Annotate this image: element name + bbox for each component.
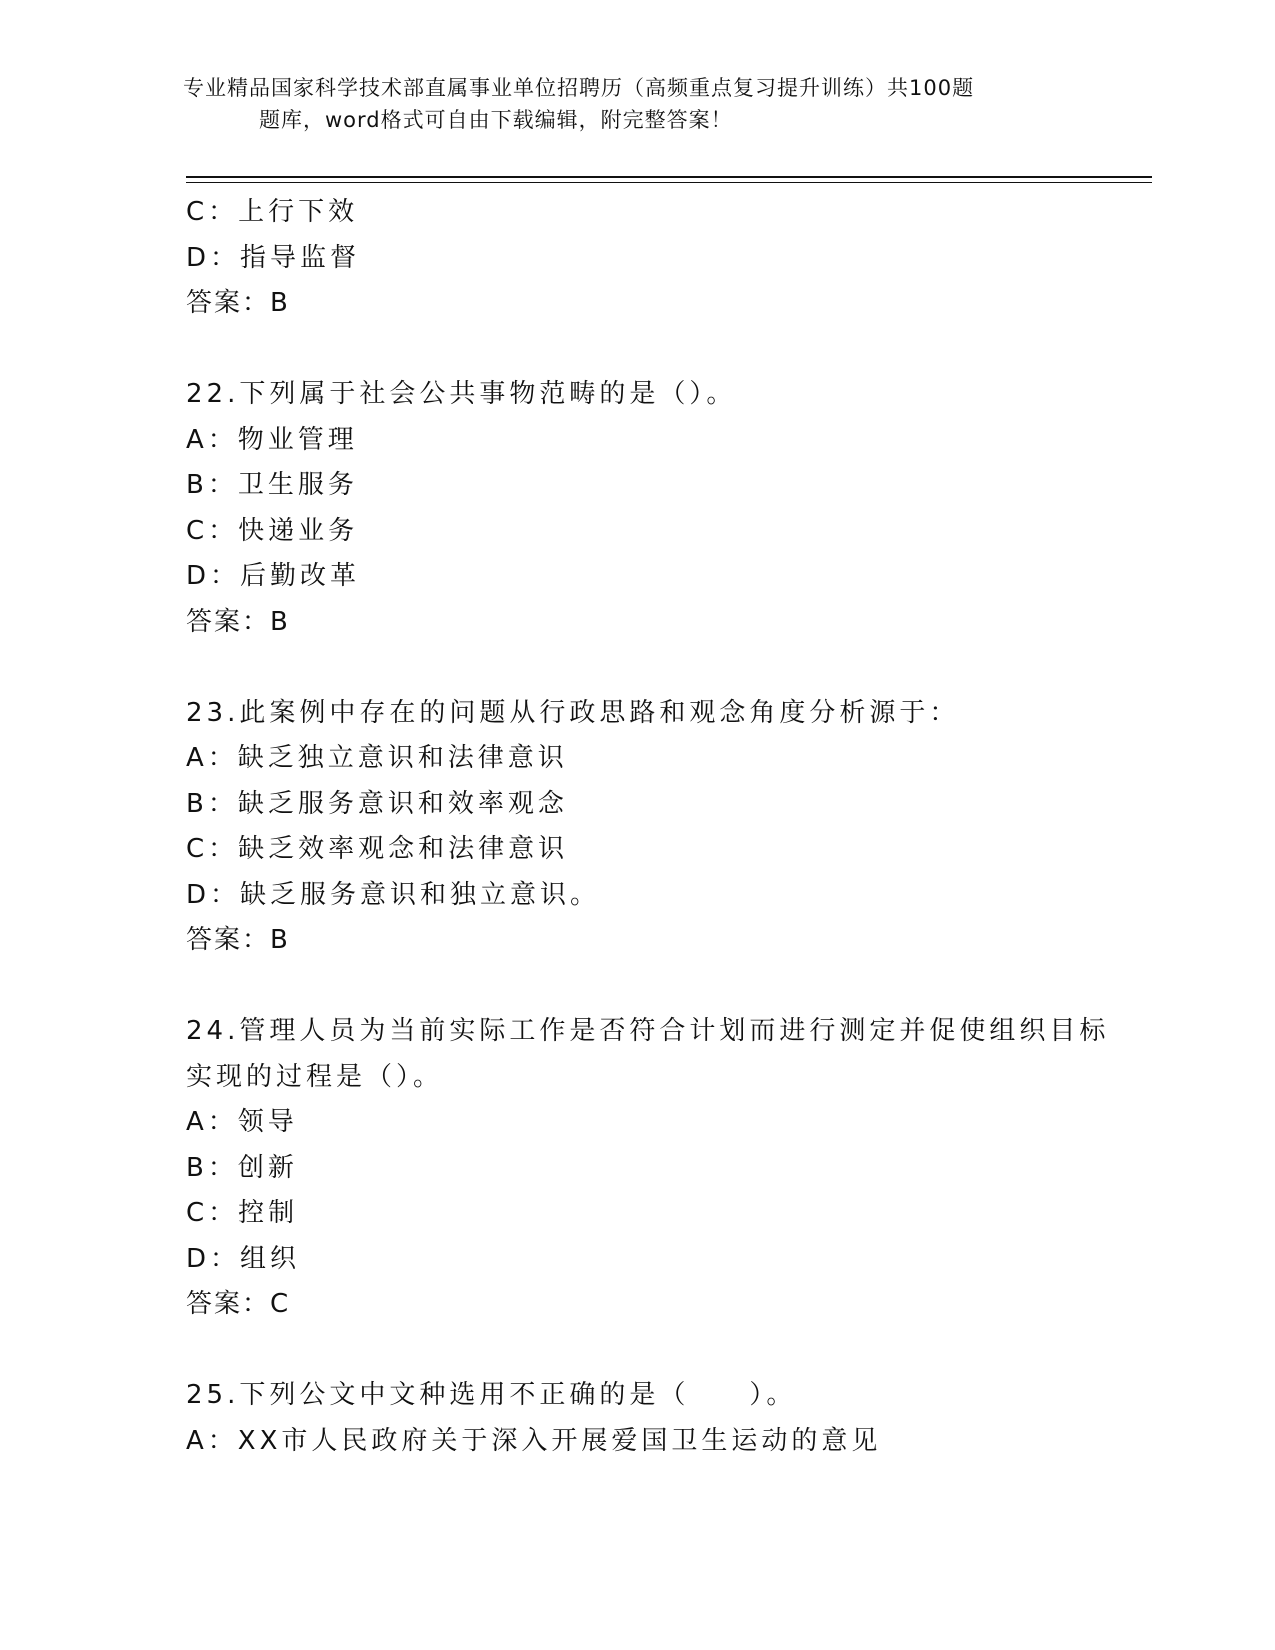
page-header <box>183 72 1083 136</box>
option-c: C：上行下效 <box>186 197 359 227</box>
option-d: D：指导监督 <box>186 242 361 273</box>
question-block-23 <box>186 691 1086 964</box>
header-title-line1: 专业精品国家科学技术部直属事业单位招聘历（高频重点复习提升训练）共100题 <box>183 76 975 100</box>
question-text: 25.下列公文中文种选用不正确的是（ ）。 <box>186 1380 797 1410</box>
question-block-24 <box>186 1009 1110 1328</box>
spacer <box>186 645 1086 691</box>
option-b: B：卫生服务 <box>186 470 358 500</box>
answer-line: 答案：B <box>186 925 290 955</box>
question-text: 22.下列属于社会公共事物范畴的是（）。 <box>186 379 737 409</box>
answer-line: 答案：B <box>186 606 290 637</box>
header-divider-thick <box>186 176 1152 178</box>
question-list <box>186 190 1110 1464</box>
spacer <box>186 1328 1086 1374</box>
option-a: A：缺乏独立意识和法律意识 <box>186 743 568 773</box>
option-d: D：组织 <box>186 1243 301 1274</box>
option-c: C：缺乏效率观念和法律意识 <box>186 834 569 864</box>
answer-line: 答案：C <box>186 1289 291 1319</box>
option-a: A：物业管理 <box>186 424 358 455</box>
option-b: B：缺乏服务意识和效率观念 <box>186 788 568 819</box>
option-a: A：XX市人民政府关于深入开展爱国卫生运动的意见 <box>186 1425 882 1456</box>
answer-line: 答案：B <box>186 288 290 318</box>
header-divider-thin <box>186 182 1152 183</box>
question-text-line2: 实现的过程是（）。 <box>186 1061 444 1092</box>
option-a: A：领导 <box>186 1107 298 1137</box>
question-block-22 <box>186 372 1086 645</box>
question-block-25 <box>186 1373 1086 1464</box>
option-b: B：创新 <box>186 1152 298 1183</box>
question-text: 23.此案例中存在的问题从行政思路和观念角度分析源于： <box>186 697 960 728</box>
option-d: D：后勤改革 <box>186 561 361 591</box>
spacer <box>186 964 1086 1010</box>
option-d: D：缺乏服务意识和独立意识。 <box>186 879 601 910</box>
spacer <box>186 327 1086 373</box>
question-text-line1: 24.管理人员为当前实际工作是否符合计划而进行测定并促使组织目标 <box>186 1016 1110 1046</box>
option-c: C：控制 <box>186 1198 299 1228</box>
option-c: C：快递业务 <box>186 515 359 546</box>
question-block-21 <box>186 190 1086 327</box>
header-title-line2: 题库，word格式可自由下载编辑，附完整答案！ <box>259 108 733 132</box>
